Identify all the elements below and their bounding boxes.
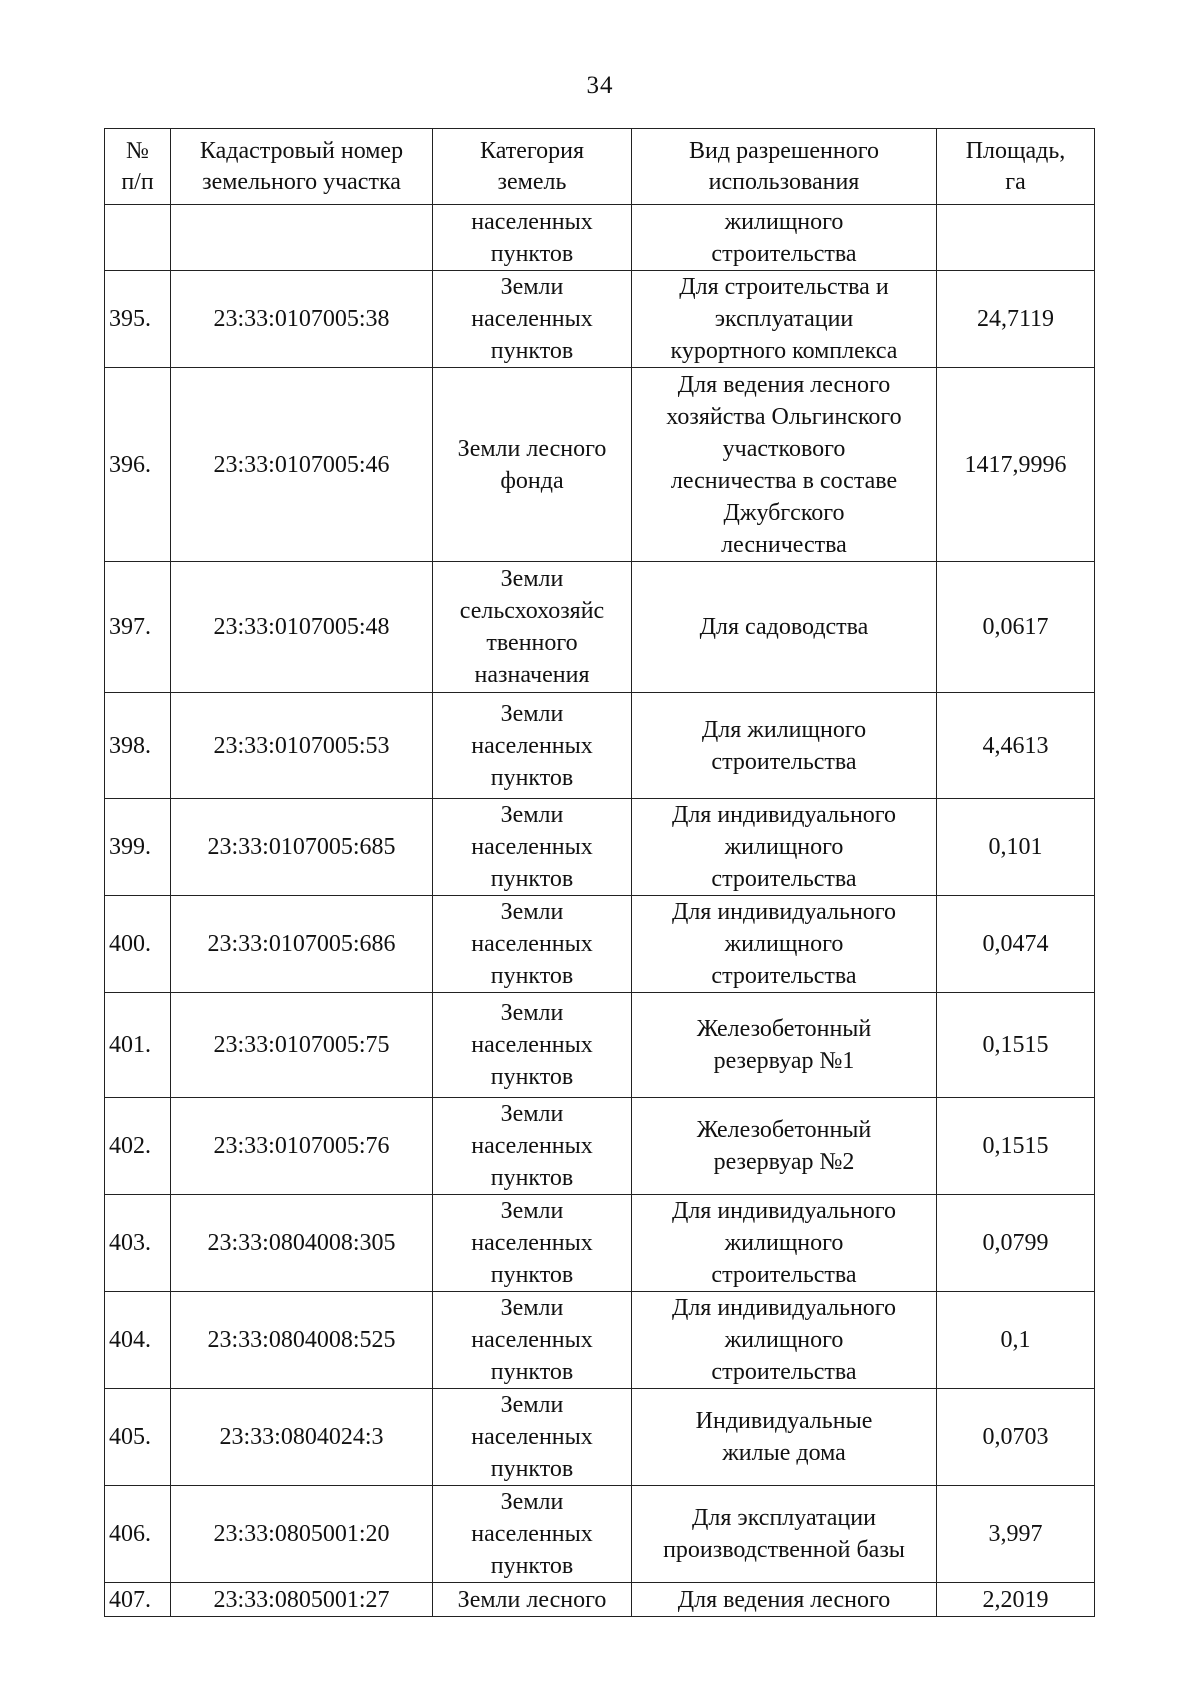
cell-cadastral: 23:33:0804024:3 bbox=[171, 1389, 433, 1486]
cell-use: Для ведения лесного хозяйства Ольгинского участкового лесничества в составе Джубгского лесничества bbox=[632, 368, 937, 562]
cell-area: 0,0703 bbox=[937, 1389, 1095, 1486]
cell-area: 0,1515 bbox=[937, 1098, 1095, 1195]
cell-cadastral: 23:33:0805001:27 bbox=[171, 1583, 433, 1617]
cell-category: Земли населенных пунктов bbox=[433, 1098, 632, 1195]
table-row bbox=[105, 1195, 1095, 1292]
cell-number bbox=[105, 205, 171, 271]
continuation-row bbox=[105, 205, 1095, 271]
land-plots-table bbox=[104, 128, 1095, 1617]
cell-area: 0,1515 bbox=[937, 993, 1095, 1098]
cell-number: 397. bbox=[105, 562, 171, 693]
cell-use: Для индивидуального жилищного строительства bbox=[632, 799, 937, 896]
cell-category: Земли лесного bbox=[433, 1583, 632, 1617]
cell-use: Для ведения лесного bbox=[632, 1583, 937, 1617]
cell-category: Земли сельсхохозяйс твенного назначения bbox=[433, 562, 632, 693]
cell-cadastral: 23:33:0107005:75 bbox=[171, 993, 433, 1098]
cell-use: Железобетонный резервуар №1 bbox=[632, 993, 937, 1098]
cell-use: Для эксплуатации производственной базы bbox=[632, 1486, 937, 1583]
cell-area: 1417,9996 bbox=[937, 368, 1095, 562]
cell-use: Для строительства и эксплуатации курортного комплекса bbox=[632, 271, 937, 368]
cell-cadastral: 23:33:0805001:20 bbox=[171, 1486, 433, 1583]
cell-number: 403. bbox=[105, 1195, 171, 1292]
table-row bbox=[105, 1389, 1095, 1486]
cell-cadastral: 23:33:0107005:76 bbox=[171, 1098, 433, 1195]
cell-category: Земли населенных пунктов bbox=[433, 1292, 632, 1389]
cell-category: Земли населенных пунктов bbox=[433, 1389, 632, 1486]
cell-category: Земли населенных пунктов bbox=[433, 693, 632, 799]
cell-number: 396. bbox=[105, 368, 171, 562]
cell-category: Земли лесного фонда bbox=[433, 368, 632, 562]
cell-category: Земли населенных пунктов bbox=[433, 896, 632, 993]
cell-use: Индивидуальные жилые дома bbox=[632, 1389, 937, 1486]
table-row bbox=[105, 993, 1095, 1098]
page-number: 34 bbox=[586, 72, 614, 99]
table-row bbox=[105, 1583, 1095, 1617]
cell-category: населенных пунктов bbox=[433, 205, 632, 271]
table-row bbox=[105, 562, 1095, 693]
cell-category: Земли населенных пунктов bbox=[433, 1195, 632, 1292]
cell-category: Земли населенных пунктов bbox=[433, 271, 632, 368]
table-row bbox=[105, 1292, 1095, 1389]
cell-number: 404. bbox=[105, 1292, 171, 1389]
cell-cadastral: 23:33:0107005:53 bbox=[171, 693, 433, 799]
cell-cadastral: 23:33:0107005:685 bbox=[171, 799, 433, 896]
cell-number: 395. bbox=[105, 271, 171, 368]
cell-area: 0,0799 bbox=[937, 1195, 1095, 1292]
cell-number: 398. bbox=[105, 693, 171, 799]
cell-area: 24,7119 bbox=[937, 271, 1095, 368]
cell-number: 400. bbox=[105, 896, 171, 993]
table-row bbox=[105, 1098, 1095, 1195]
cell-use: Для садоводства bbox=[632, 562, 937, 693]
cell-use: Для индивидуального жилищного строительства bbox=[632, 896, 937, 993]
cell-cadastral: 23:33:0804008:525 bbox=[171, 1292, 433, 1389]
cell-cadastral: 23:33:0107005:686 bbox=[171, 896, 433, 993]
cell-number: 402. bbox=[105, 1098, 171, 1195]
table-row bbox=[105, 799, 1095, 896]
cell-number: 405. bbox=[105, 1389, 171, 1486]
cell-area: 3,997 bbox=[937, 1486, 1095, 1583]
cell-category: Земли населенных пунктов bbox=[433, 993, 632, 1098]
cell-number: 399. bbox=[105, 799, 171, 896]
cell-area: 0,101 bbox=[937, 799, 1095, 896]
table-row bbox=[105, 1486, 1095, 1583]
cell-area bbox=[937, 205, 1095, 271]
header-area: Площадь, га bbox=[937, 129, 1095, 205]
cell-number: 401. bbox=[105, 993, 171, 1098]
cell-area: 2,2019 bbox=[937, 1583, 1095, 1617]
cell-number: 407. bbox=[105, 1583, 171, 1617]
cell-use: Для жилищного строительства bbox=[632, 693, 937, 799]
cell-use: Для индивидуального жилищного строительства bbox=[632, 1195, 937, 1292]
header-number: № п/п bbox=[105, 129, 171, 205]
cell-category: Земли населенных пунктов bbox=[433, 799, 632, 896]
table-row bbox=[105, 368, 1095, 562]
cell-area: 0,0617 bbox=[937, 562, 1095, 693]
cell-cadastral: 23:33:0804008:305 bbox=[171, 1195, 433, 1292]
header-permitted-use: Вид разрешенного использования bbox=[632, 129, 937, 205]
cell-cadastral: 23:33:0107005:46 bbox=[171, 368, 433, 562]
cell-use: Для индивидуального жилищного строительства bbox=[632, 1292, 937, 1389]
table-header-row bbox=[105, 129, 1095, 205]
cell-category: Земли населенных пунктов bbox=[433, 1486, 632, 1583]
cell-use: Железобетонный резервуар №2 bbox=[632, 1098, 937, 1195]
cell-cadastral: 23:33:0107005:48 bbox=[171, 562, 433, 693]
cell-number: 406. bbox=[105, 1486, 171, 1583]
header-cadastral-number: Кадастровый номер земельного участка bbox=[171, 129, 433, 205]
cell-area: 0,1 bbox=[937, 1292, 1095, 1389]
cell-cadastral: 23:33:0107005:38 bbox=[171, 271, 433, 368]
table-row bbox=[105, 693, 1095, 799]
header-land-category: Категория земель bbox=[433, 129, 632, 205]
table-row bbox=[105, 896, 1095, 993]
cell-area: 4,4613 bbox=[937, 693, 1095, 799]
cell-area: 0,0474 bbox=[937, 896, 1095, 993]
cell-cadastral bbox=[171, 205, 433, 271]
cell-use: жилищного строительства bbox=[632, 205, 937, 271]
table-row bbox=[105, 271, 1095, 368]
